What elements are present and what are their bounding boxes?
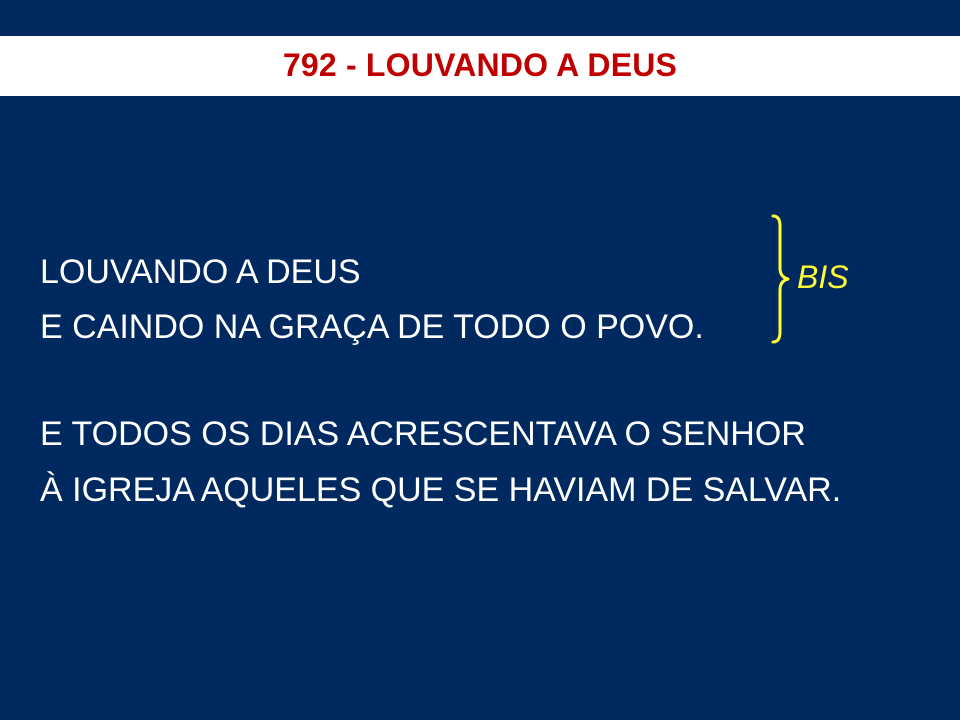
lyric-line-4: À IGREJA AQUELES QUE SE HAVIAM DE SALVAR.: [40, 471, 842, 509]
repeat-marker-bis: BIS: [797, 259, 849, 295]
lyric-line-3: E TODOS OS DIAS ACRESCENTAVA O SENHOR: [40, 415, 806, 453]
lyric-line-2: E CAINDO NA GRAÇA DE TODO O POVO.: [40, 308, 704, 346]
title-bar: [0, 36, 960, 96]
slide-title: 792 - LOUVANDO A DEUS: [282, 46, 678, 83]
lyric-line-1: LOUVANDO A DEUS: [40, 253, 361, 291]
repeat-brace-icon: [766, 213, 796, 345]
